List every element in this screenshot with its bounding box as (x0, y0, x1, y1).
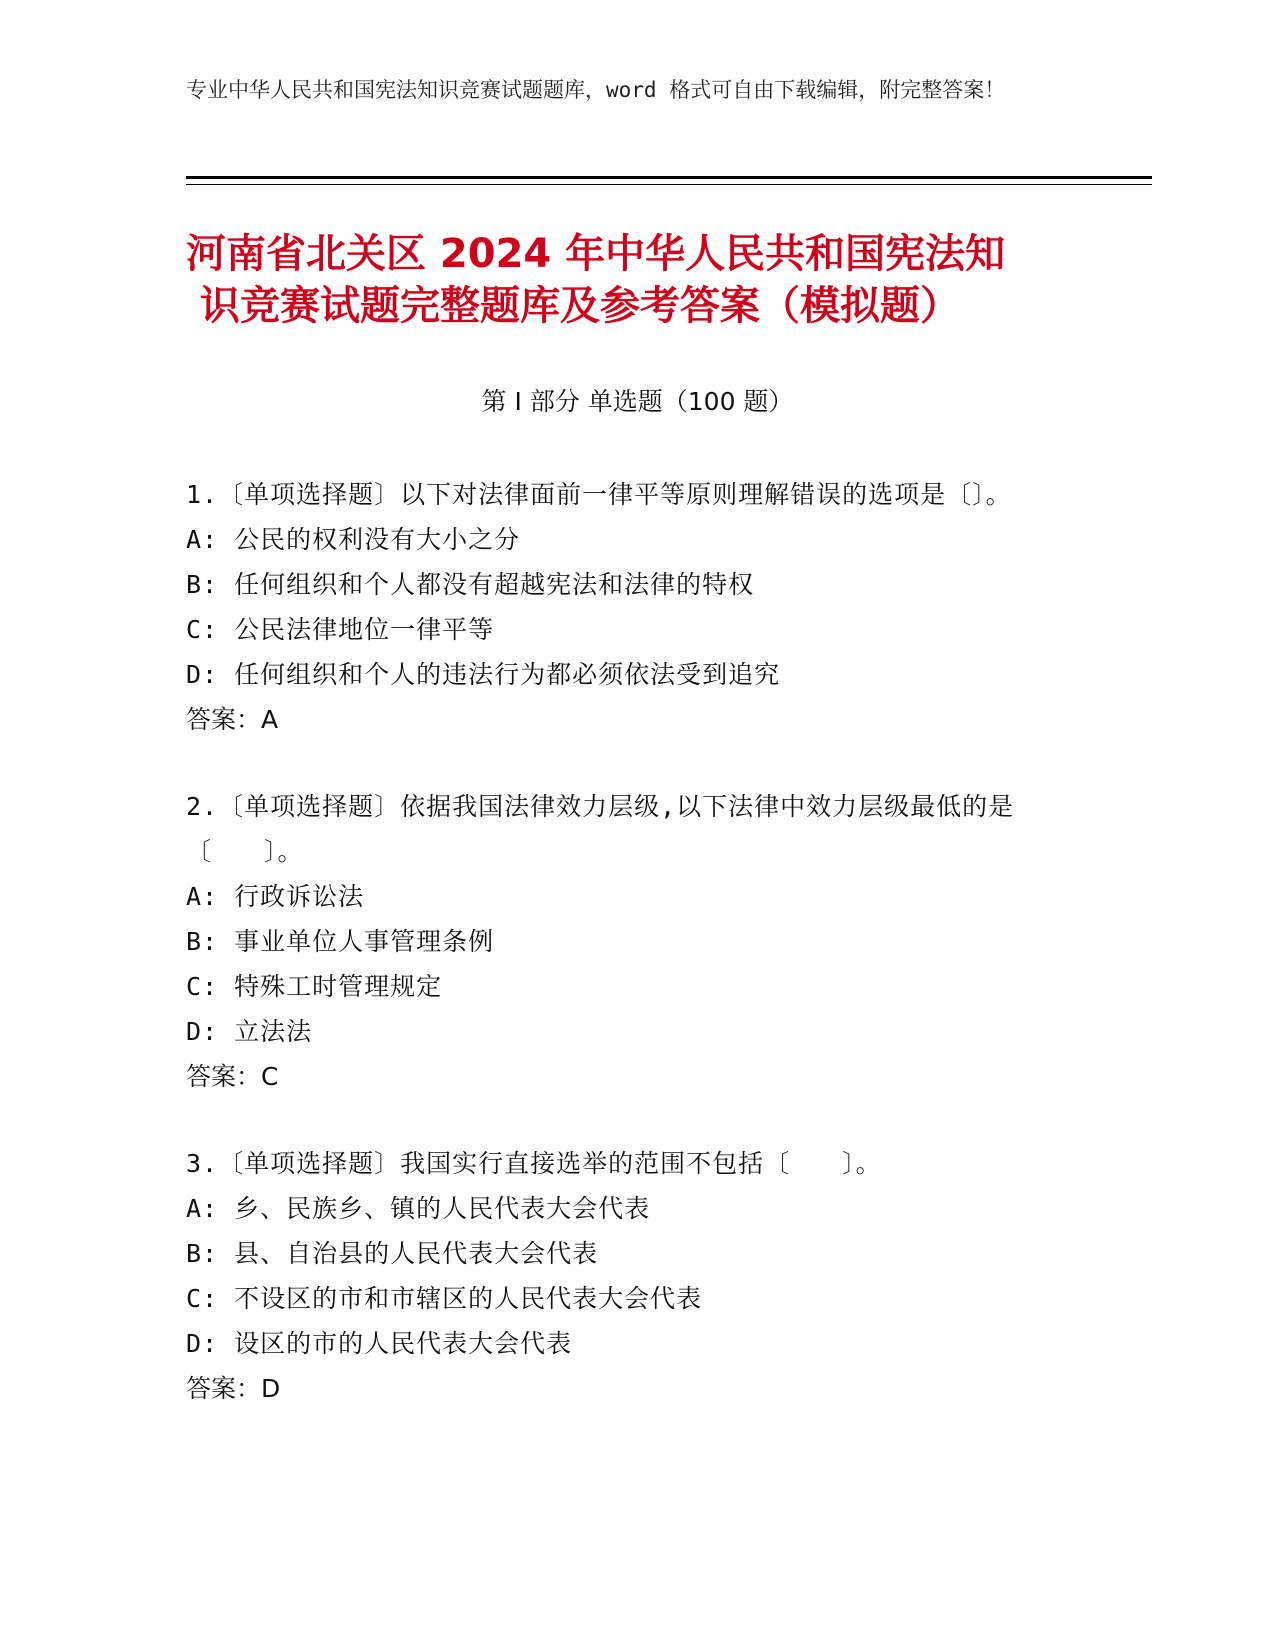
question-2 (186, 784, 1086, 1099)
option-d: D: 设区的市的人民代表大会代表 (186, 1329, 573, 1358)
option-c: C: 特殊工时管理规定 (186, 972, 443, 1001)
option-b: B: 县、自治县的人民代表大会代表 (186, 1239, 599, 1268)
option-a: A: 乡、民族乡、镇的人民代表大会代表 (186, 1194, 651, 1223)
option-c: C: 不设区的市和市辖区的人民代表大会代表 (186, 1284, 703, 1313)
document-title (186, 228, 1086, 332)
header-rule-thick (186, 176, 1152, 179)
option-b: B: 事业单位人事管理条例 (186, 927, 495, 956)
question-stem: 1.〔单项选择题〕以下对法律面前一律平等原则理解错误的选项是〔〕。 (186, 480, 1012, 509)
answer: 答案：A (186, 705, 279, 734)
section-title: 第 I 部分 单选题（100 题） (481, 387, 794, 416)
option-c: C: 公民法律地位一律平等 (186, 615, 495, 644)
question-stem: 2.〔单项选择题〕依据我国法律效力层级,以下法律中效力层级最低的是〔 〕。 (186, 792, 1015, 866)
document-title-line-2: 识竞赛试题完整题库及参考答案（模拟题） (200, 283, 960, 329)
question-stem: 3.〔单项选择题〕我国实行直接选举的范围不包括〔 〕。 (186, 1149, 882, 1178)
option-d: D: 立法法 (186, 1017, 313, 1046)
question-1 (186, 472, 1086, 742)
option-b: B: 任何组织和个人都没有超越宪法和法律的特权 (186, 570, 755, 599)
document-title-line-1: 河南省北关区 2024 年中华人民共和国宪法知 (186, 231, 1006, 277)
answer: 答案：D (186, 1374, 281, 1403)
question-list (186, 472, 1086, 1453)
option-d: D: 任何组织和个人的违法行为都必须依法受到追究 (186, 660, 781, 689)
question-3 (186, 1141, 1086, 1411)
option-a: A: 公民的权利没有大小之分 (186, 525, 521, 554)
answer: 答案：C (186, 1062, 279, 1091)
option-a: A: 行政诉讼法 (186, 882, 365, 911)
header-rule-thin (186, 184, 1152, 185)
header-note: 专业中华人民共和国宪法知识竞赛试题题库，word 格式可自由下载编辑，附完整答案！ (186, 78, 1006, 102)
